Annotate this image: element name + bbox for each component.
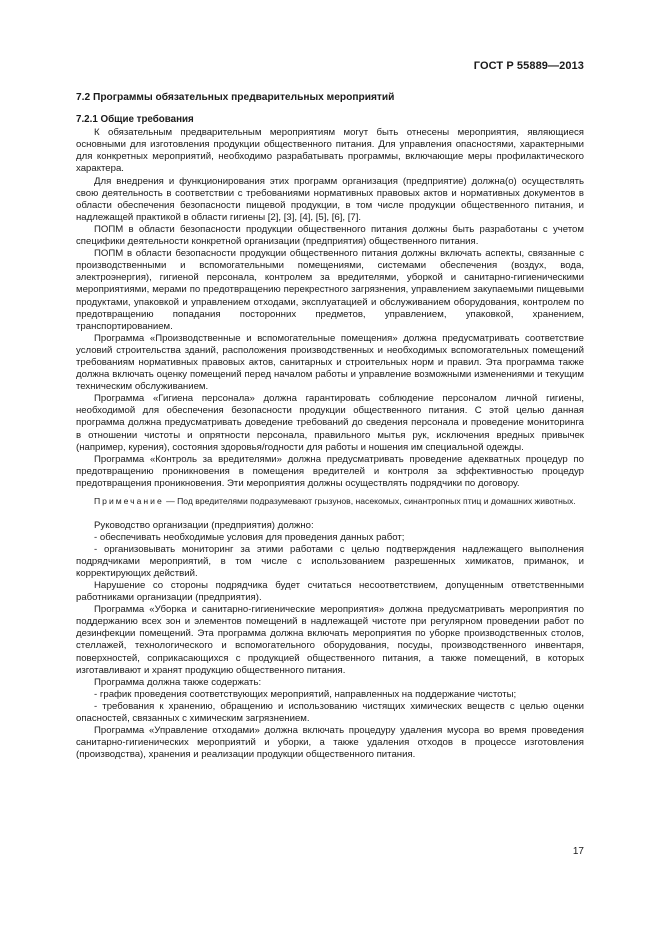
list-item: - обеспечивать необходимые условия для проведения данных работ; (94, 531, 405, 543)
paragraph: Руководство организации (предприятия) должно: (94, 519, 314, 531)
document-code: ГОСТ Р 55889—2013 (473, 60, 584, 72)
list-item: - организовывать мониторинг за этими работами с целью подтверждения надлежащего выполнения подрядчиками мероприятий, в том числе с использованием разрешенных химикатов, приманок, и корректирующих действий. (76, 543, 584, 579)
note (76, 496, 584, 508)
paragraph: Программа «Уборка и санитарно-гигиенические мероприятия» должна предусматривать мероприятия по поддержанию всех зон и элементов помещений в надлежащей чистоте при регулярном проведении работ по дезинфекции помещений. Эта программа должна включать мероприятия по уборке производственных столов, стеллажей, технологического и вспомогательного оборудования, посуды, производственного инвентаря, поверхностей, соприкасающихся с продукцией общественного питания, а также помещений, в которых изготавливают и хранят продукцию общественного питания. (76, 604, 584, 676)
section-heading: 7.2 Программы обязательных предварительных мероприятий (76, 92, 395, 103)
paragraph: Программа «Контроль за вредителями» должна предусматривать проведение адекватных процедур по предотвращению проникновения в помещения вредителей и контроля за эффективностью процедур предотвращения проникновения. Эти мероприятия должны осуществлять подрядчики по договору. (76, 453, 584, 489)
subsection-heading: 7.2.1 Общие требования (76, 114, 194, 126)
paragraph: Нарушение со стороны подрядчика будет считаться несоответствием, допущенным ответственными работниками организации (предприятия). (76, 579, 584, 604)
paragraph: Программа «Гигиена персонала» должна гарантировать соблюдение персоналом личной гигиены, необходимой для обеспечения безопасности продукции общественного питания. С этой целью данная программа должна предусматривать доведение требований до сведения персонала и проведение мониторинга в отношении чистоты и опрятности персонала, правильного мытья рук, исключения вредных привычек (например, курения), состояния здоровья/годности для работы и ношения им специальной одежды. (76, 393, 584, 453)
paragraph: Программа «Производственные и вспомогательные помещения» должна предусматривать соответствие условий строительства зданий, расположения производственных и необходимых вспомогательных помещений требованиям нормативных правовых актов, санитарных и строительных норм и правил. Эта программа также должна включать оценку помещений перед началом работы и управление возможными изменениями и текущим техническим обслуживанием. (76, 332, 584, 393)
page-number: 17 (572, 846, 584, 857)
note-label: Примечание (94, 496, 164, 506)
paragraph: Программа должна также содержать: (94, 676, 262, 688)
page-content (76, 92, 584, 761)
list-item: - требования к хранению, обращению и использованию чистящих химических веществ с целью оценки опасностей, связанных с химическим загрязнением. (76, 700, 584, 724)
note-text: — Под вредителями подразумевают грызунов, насекомых, синантропных птиц и домашних животных. (166, 496, 576, 506)
paragraph: ПОПМ в области безопасности продукции общественного питания должны быть разработаны с учетом специфики деятельности конкретной организации (предприятия) общественного питания. (76, 223, 584, 248)
paragraph: Программа «Управление отходами» должна включать процедуру удаления мусора во время проведения санитарно-гигиенических мероприятий и уборки, а также удаления отходов в процессе изготовления (производства), хранения и реализации продукции общественного питания. (76, 725, 584, 761)
list-item: - график проведения соответствующих мероприятий, направленных на поддержание чистоты; (94, 688, 517, 700)
paragraph: ПОПМ в области безопасности продукции общественного питания должны включать аспекты, связанные с производственными и вспомогательными помещениями, системами обеспечения (воздух, вода, электроэнергия), гигиеной персонала, контролем за вредителями, уборкой и санитарно-гигиеническими мероприятиями, мерами по предотвращению перекрестного загрязнения, управлением закупаемыми пищевыми продуктами, упаковкой и управлением отходами, эксплуатацией и обслуживанием оборудования, контролем по предотвращению попадания посторонних предметов, управлением, упаковкой, хранением, транспортированием. (76, 248, 584, 332)
paragraph: К обязательным предварительным мероприятиям могут быть отнесены мероприятия, являющиеся основными для изготовления продукции общественного питания. Для управления опасностями, характерными для конкретных мероприятий, необходимо разрабатывать программы, включающие меры профилактического характера. (76, 127, 584, 175)
paragraph: Для внедрения и функционирования этих программ организация (предприятие) должна(о) осуществлять свою деятельность в соответствии с требованиями нормативных правовых актов и нормативных документов в области обеспечения безопасности пищевой продукции, в том числе продукции общественного питания, и надлежащей практикой в области гигиены [2], [3], [4], [5], [6], [7]. (76, 175, 584, 223)
